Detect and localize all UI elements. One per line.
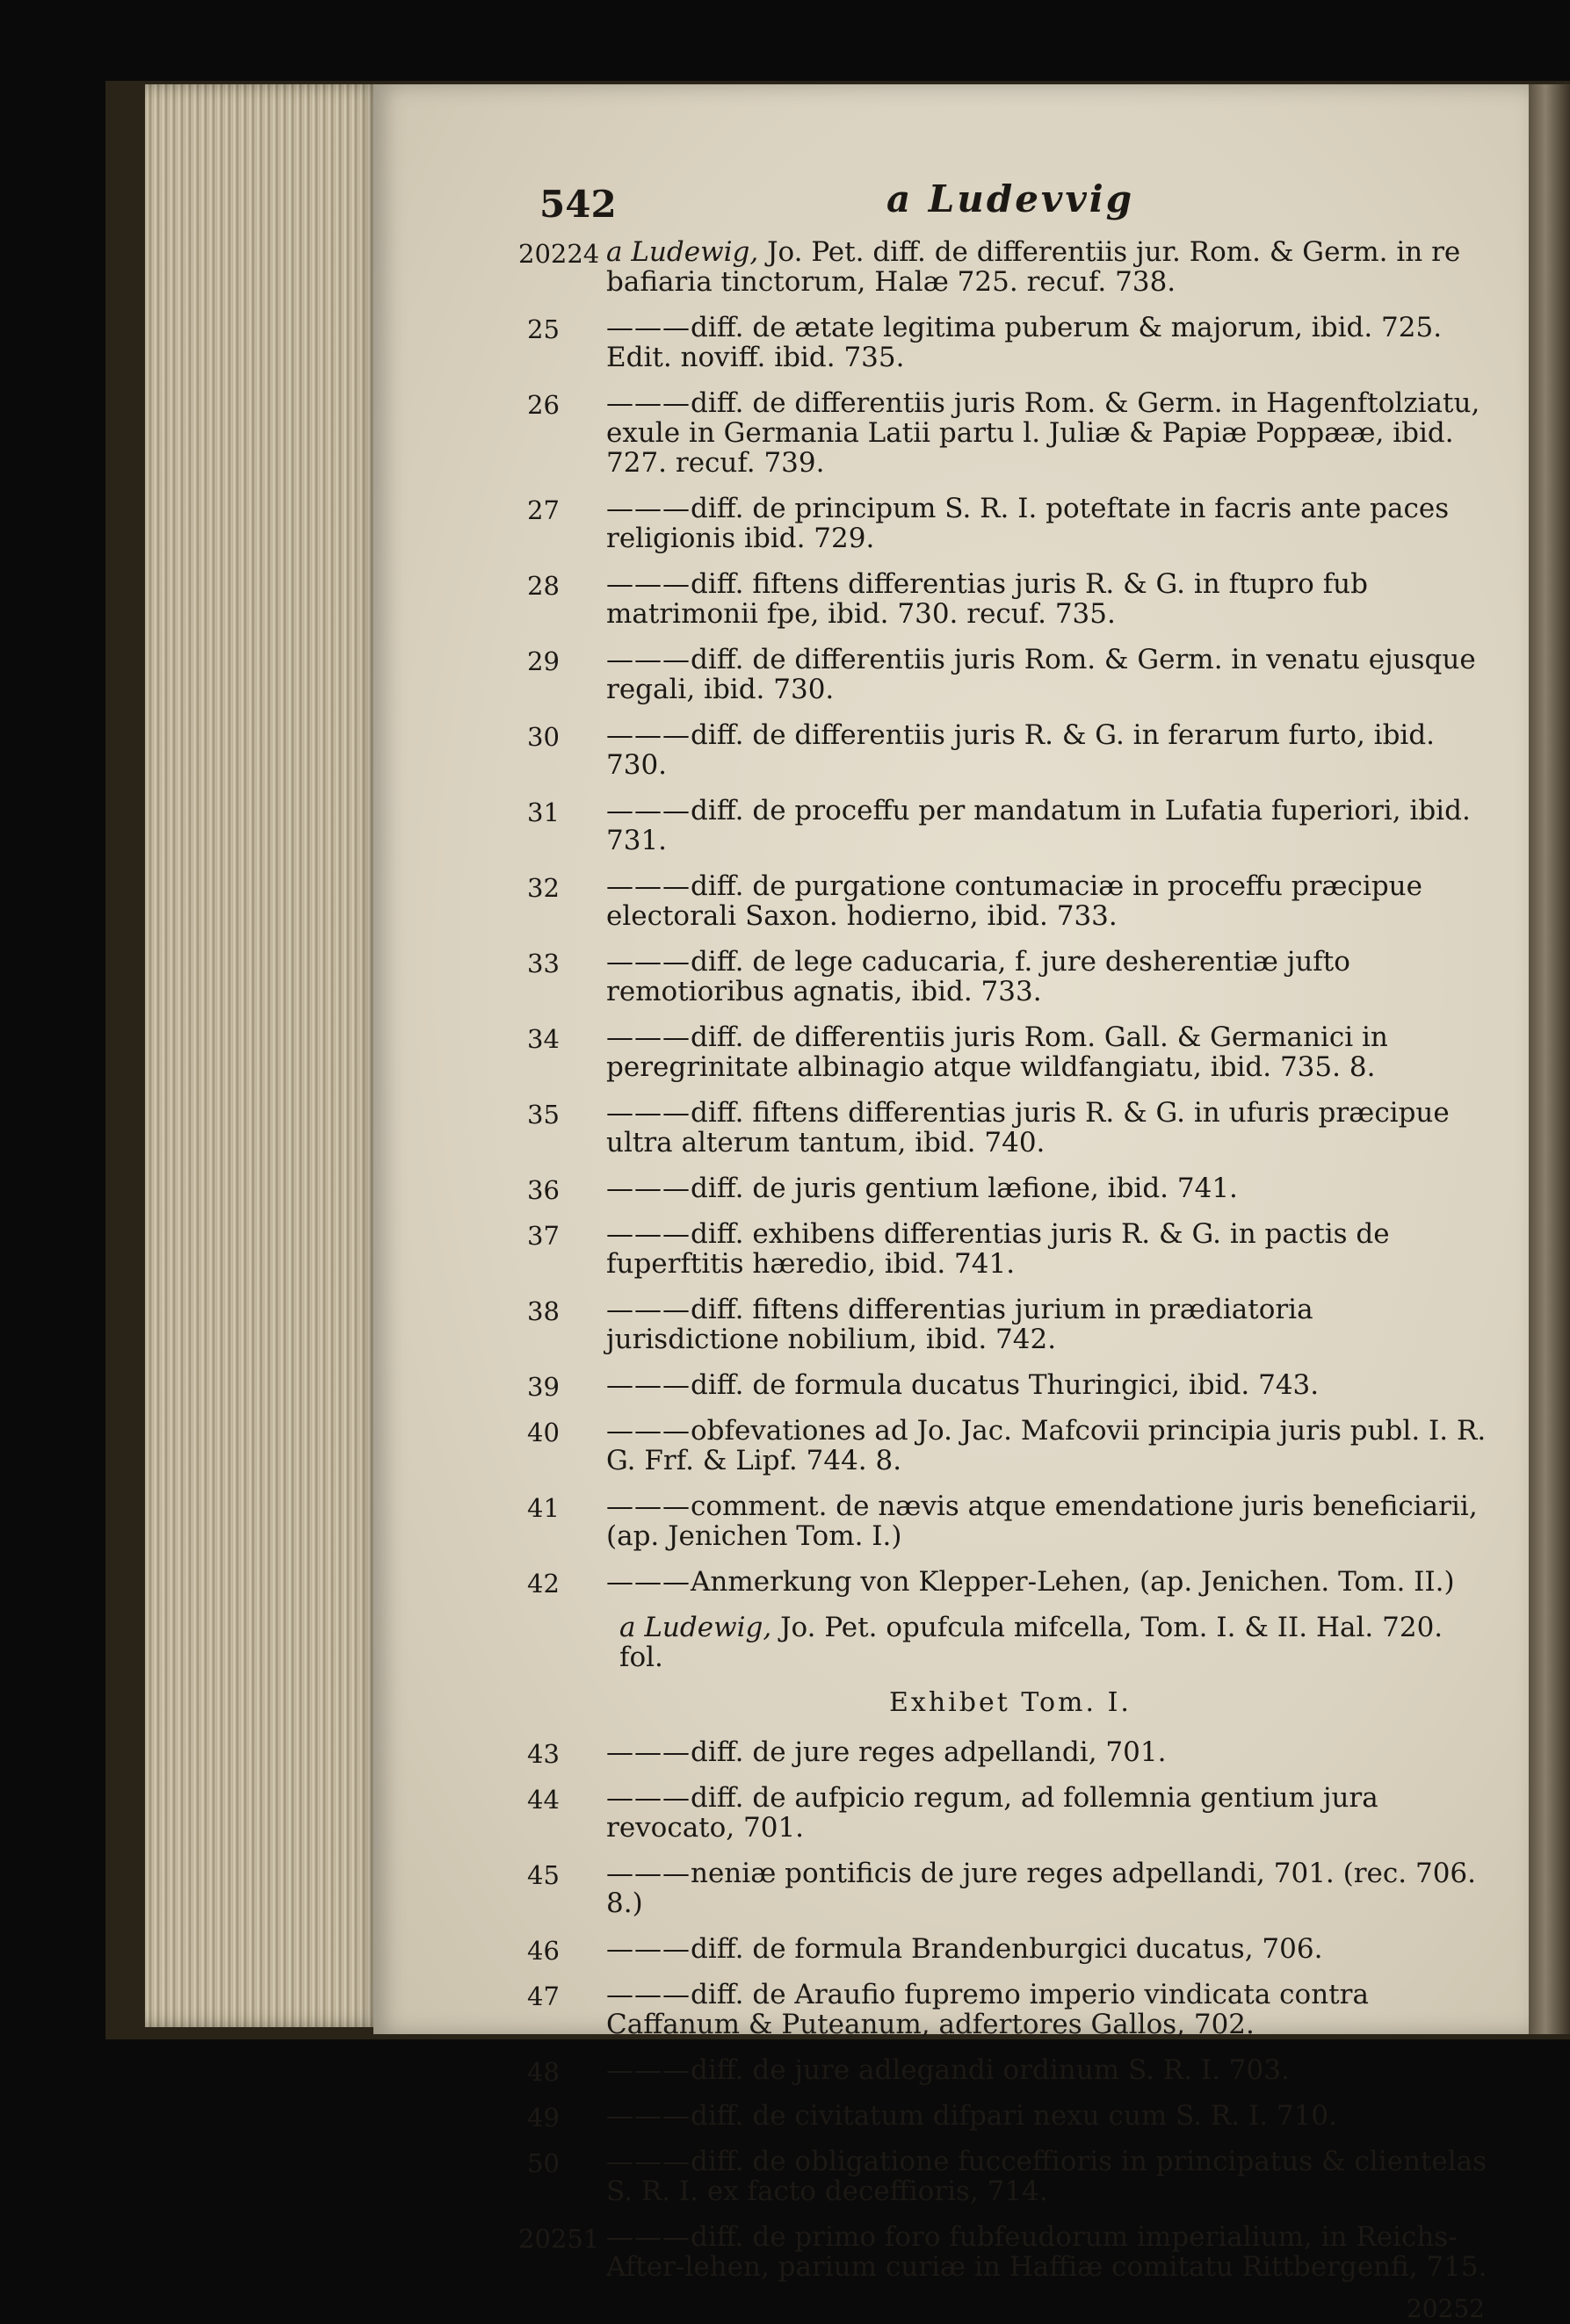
- bibliography-entry: [527, 720, 1494, 780]
- entry-text: diff. de proceffu per mandatum in Lufatia fuperiori, ibid. 731.: [606, 795, 1471, 856]
- entry-dash: ———: [606, 387, 691, 419]
- entry-number: 37: [527, 1221, 560, 1251]
- bibliography-entry: [527, 1858, 1494, 1918]
- entry-number: 26: [527, 390, 560, 420]
- entry-dash: ———: [606, 2100, 691, 2132]
- bibliography-entry: [527, 1098, 1494, 1158]
- bibliography-entry: [518, 2221, 1494, 2283]
- bibliography-entry: [527, 1370, 1494, 1400]
- entry-number: 28: [527, 571, 560, 601]
- entry-dash: ———: [606, 1736, 691, 1768]
- bibliography-entry: [527, 1783, 1494, 1843]
- entry-text: diff. de differentiis juris Rom. Gall. & Germanici in peregrinitate albinagio atque wildfangiatu, ibid. 735. 8.: [606, 1021, 1388, 1083]
- entry-list-1: [518, 236, 1494, 1599]
- entry-dash: ———: [606, 719, 691, 751]
- bibliography-entry: [518, 236, 1494, 298]
- entry-text: diff. de obligatione fucceffioris in principatus & clientelas S. R. I. ex facto deceffioris, 714.: [606, 2146, 1487, 2207]
- bibliography-entry: [527, 2147, 1494, 2206]
- entry-number: 29: [527, 646, 560, 676]
- entry-number: 47: [527, 1981, 560, 2011]
- entry-number: 48: [527, 2057, 560, 2087]
- page-content: [518, 176, 1494, 2324]
- entry-list-2: [518, 1736, 1494, 2283]
- page-header: [527, 176, 1494, 237]
- entry-number: 25: [527, 314, 560, 344]
- entry-dash: ———: [606, 870, 691, 902]
- entry-number: 31: [527, 798, 560, 827]
- bibliography-entry: [527, 1022, 1494, 1082]
- entry-dash: ———: [606, 493, 691, 524]
- entry-dash: ———: [606, 1369, 691, 1401]
- entry-number: 27: [527, 495, 560, 525]
- entry-text: diff. de jure adlegandi ordinum S. R. I. 703.: [691, 2054, 1290, 2086]
- section-heading: Exhibet Tom. I.: [889, 1687, 1132, 1718]
- entry-text: obfevationes ad Jo. Jac. Mafcovii principia juris publ. I. R. G. Frf. & Lipf. 744. 8.: [606, 1415, 1487, 1476]
- entry-text: diff. de lege caducaria, f. jure desherentiæ jufto remotioribus agnatis, ibid. 733.: [606, 946, 1350, 1007]
- entry-dash: ———: [606, 1021, 691, 1053]
- bibliography-entry: [527, 388, 1494, 478]
- entry-number: 50: [527, 2148, 560, 2178]
- entry-text: diff. fiftens differentias jurium in prædiatoria jurisdictione nobilium, ibid. 742.: [606, 1294, 1313, 1355]
- entry-dash: ———: [606, 1933, 691, 1965]
- entry-dash: ———: [606, 1218, 691, 1250]
- entry-text: diff. exhibens differentias juris R. & G. in pactis de fuperftitis hæredio, ibid. 741.: [606, 1218, 1390, 1280]
- bibliography-entry: [527, 494, 1494, 553]
- entry-number: 35: [527, 1100, 560, 1130]
- entry-dash: ———: [606, 795, 691, 826]
- bibliography-entry: [527, 1173, 1494, 1203]
- entry-author: a Ludewig,: [606, 236, 759, 268]
- entry-number: 38: [527, 1296, 560, 1326]
- entry-dash: ———: [606, 1782, 691, 1814]
- subentry-author: a Ludewig,: [619, 1612, 772, 1643]
- entry-text: diff. fiftens differentias juris R. & G. in ftupro fub matrimonii fpe, ibid. 730. recuf. 735.: [606, 568, 1368, 630]
- bibliography-entry: [527, 1219, 1494, 1279]
- entry-number: 39: [527, 1372, 560, 1402]
- running-head: a Ludevvig: [886, 177, 1135, 220]
- entry-dash: ———: [606, 1566, 691, 1598]
- entry-dash: ———: [606, 946, 691, 978]
- entry-number: 44: [527, 1785, 560, 1815]
- entry-dash: ———: [606, 1173, 691, 1204]
- entry-dash: ———: [606, 312, 691, 343]
- bibliography-entry: [527, 1416, 1494, 1476]
- entry-number: 41: [527, 1493, 560, 1523]
- entry-text: Jo. Pet. diff. de differentiis jur. Rom. & Germ. in re bafiaria tinctorum, Halæ 725. recuf. 738.: [606, 236, 1461, 298]
- entry-number: 33: [527, 949, 560, 978]
- page-edges: [145, 84, 382, 2027]
- bibliography-entry: [527, 1737, 1494, 1767]
- entry-text: diff. de civitatum difpari nexu cum S. R. I. 710.: [691, 2100, 1337, 2132]
- entry-number: 46: [527, 1936, 560, 1966]
- entry-text: diff. fiftens differentias juris R. & G. in ufuris præcipue ultra alterum tantum, ibid. 740.: [606, 1097, 1450, 1158]
- entry-number: 43: [527, 1739, 560, 1769]
- bibliography-entry: [527, 2055, 1494, 2085]
- entry-text: diff. de differentiis juris Rom. & Germ. in Hagenftolziatu, exule in Germania Latii partu l. Juliæ & Papiæ Poppææ, ibid. 727. recuf. 739.: [606, 387, 1480, 479]
- entry-text: diff. de ætate legitima puberum & majorum, ibid. 725. Edit. noviff. ibid. 735.: [606, 312, 1443, 373]
- entry-text: diff. de formula Brandenburgici ducatus, 706.: [691, 1933, 1323, 1965]
- subentry-text: Jo. Pet. opufcula mifcella, Tom. I. & II. Hal. 720. fol.: [619, 1612, 1443, 1673]
- bibliography-entry: [527, 313, 1494, 372]
- bibliography-entry: [527, 1934, 1494, 1964]
- entry-text: diff. de principum S. R. I. poteftate in facris ante paces religionis ibid. 729.: [606, 493, 1450, 554]
- bibliography-entry: [527, 947, 1494, 1007]
- entry-number: 34: [527, 1024, 560, 1054]
- entry-dash: ———: [606, 1097, 691, 1129]
- entry-number: 36: [527, 1175, 560, 1205]
- entry-dash: ———: [606, 1490, 691, 1522]
- bibliography-entry: [527, 796, 1494, 855]
- entry-dash: ———: [606, 568, 691, 600]
- subentry-line: [527, 1613, 1494, 1672]
- entry-text: diff. de differentiis juris R. & G. in ferarum furto, ibid. 730.: [606, 719, 1436, 781]
- bibliography-entry: [527, 645, 1494, 704]
- entry-text: neniæ pontificis de jure reges adpellandi, 701. (rec. 706. 8.): [606, 1858, 1476, 1919]
- entry-text: diff. de jure reges adpellandi, 701.: [691, 1736, 1167, 1768]
- entry-text: diff. de Araufio fupremo imperio vindicata contra Caffanum & Puteanum, adfertores Gallos, 702.: [606, 1979, 1369, 2040]
- entry-dash: ———: [606, 2054, 691, 2086]
- entry-number: 40: [527, 1418, 560, 1447]
- entry-number: 32: [527, 873, 560, 903]
- entry-number: 20224: [518, 239, 600, 269]
- entry-dash: ———: [606, 1858, 691, 1889]
- entry-text: diff. de purgatione contumaciæ in proceffu præcipue electorali Saxon. hodierno, ibid. 733.: [606, 870, 1422, 932]
- entry-number: 20251: [518, 2224, 600, 2254]
- bibliography-entry: [527, 2101, 1494, 2131]
- entry-text: comment. de nævis atque emendatione juris beneficiarii, (ap. Jenichen Tom. I.): [606, 1490, 1478, 1552]
- entry-text: diff. de differentiis juris Rom. & Germ. in venatu ejusque regali, ibid. 730.: [606, 644, 1476, 705]
- entry-dash: ———: [606, 644, 691, 675]
- page-number: 542: [539, 183, 617, 226]
- entry-dash: ———: [606, 1415, 691, 1447]
- entry-text: Anmerkung von Klepper-Lehen, (ap. Jenichen. Tom. II.): [691, 1566, 1455, 1598]
- entry-number: 45: [527, 1860, 560, 1890]
- book-gutter: [1529, 84, 1570, 2034]
- bibliography-entry: [527, 871, 1494, 931]
- bibliography-entry: [527, 569, 1494, 629]
- entry-dash: ———: [606, 2146, 691, 2177]
- catchword: 20252: [1406, 2294, 1485, 2323]
- bibliography-entry: [527, 1295, 1494, 1354]
- bibliography-entry: [527, 1567, 1494, 1597]
- entry-dash: ———: [606, 1294, 691, 1325]
- entry-text: diff. de aufpicio regum, ad follemnia gentium jura revocato, 701.: [606, 1782, 1378, 1844]
- entry-text: diff. de formula ducatus Thuringici, ibid. 743.: [691, 1369, 1320, 1401]
- entry-text: diff. de juris gentium læfione, ibid. 741.: [691, 1173, 1238, 1204]
- bibliography-entry: [527, 1491, 1494, 1551]
- entry-number: 42: [527, 1569, 560, 1599]
- entry-dash: ———: [606, 2221, 691, 2253]
- bibliography-entry: [527, 1980, 1494, 2039]
- entry-number: 49: [527, 2103, 560, 2133]
- entry-text: diff. de primo foro fubfeudorum imperialium, in Reichs-After-lehen, parium curiæ in Haffiæ comitatu Rittbergenfi, 715.: [606, 2221, 1487, 2283]
- entry-dash: ———: [606, 1979, 691, 2010]
- entry-number: 30: [527, 722, 560, 752]
